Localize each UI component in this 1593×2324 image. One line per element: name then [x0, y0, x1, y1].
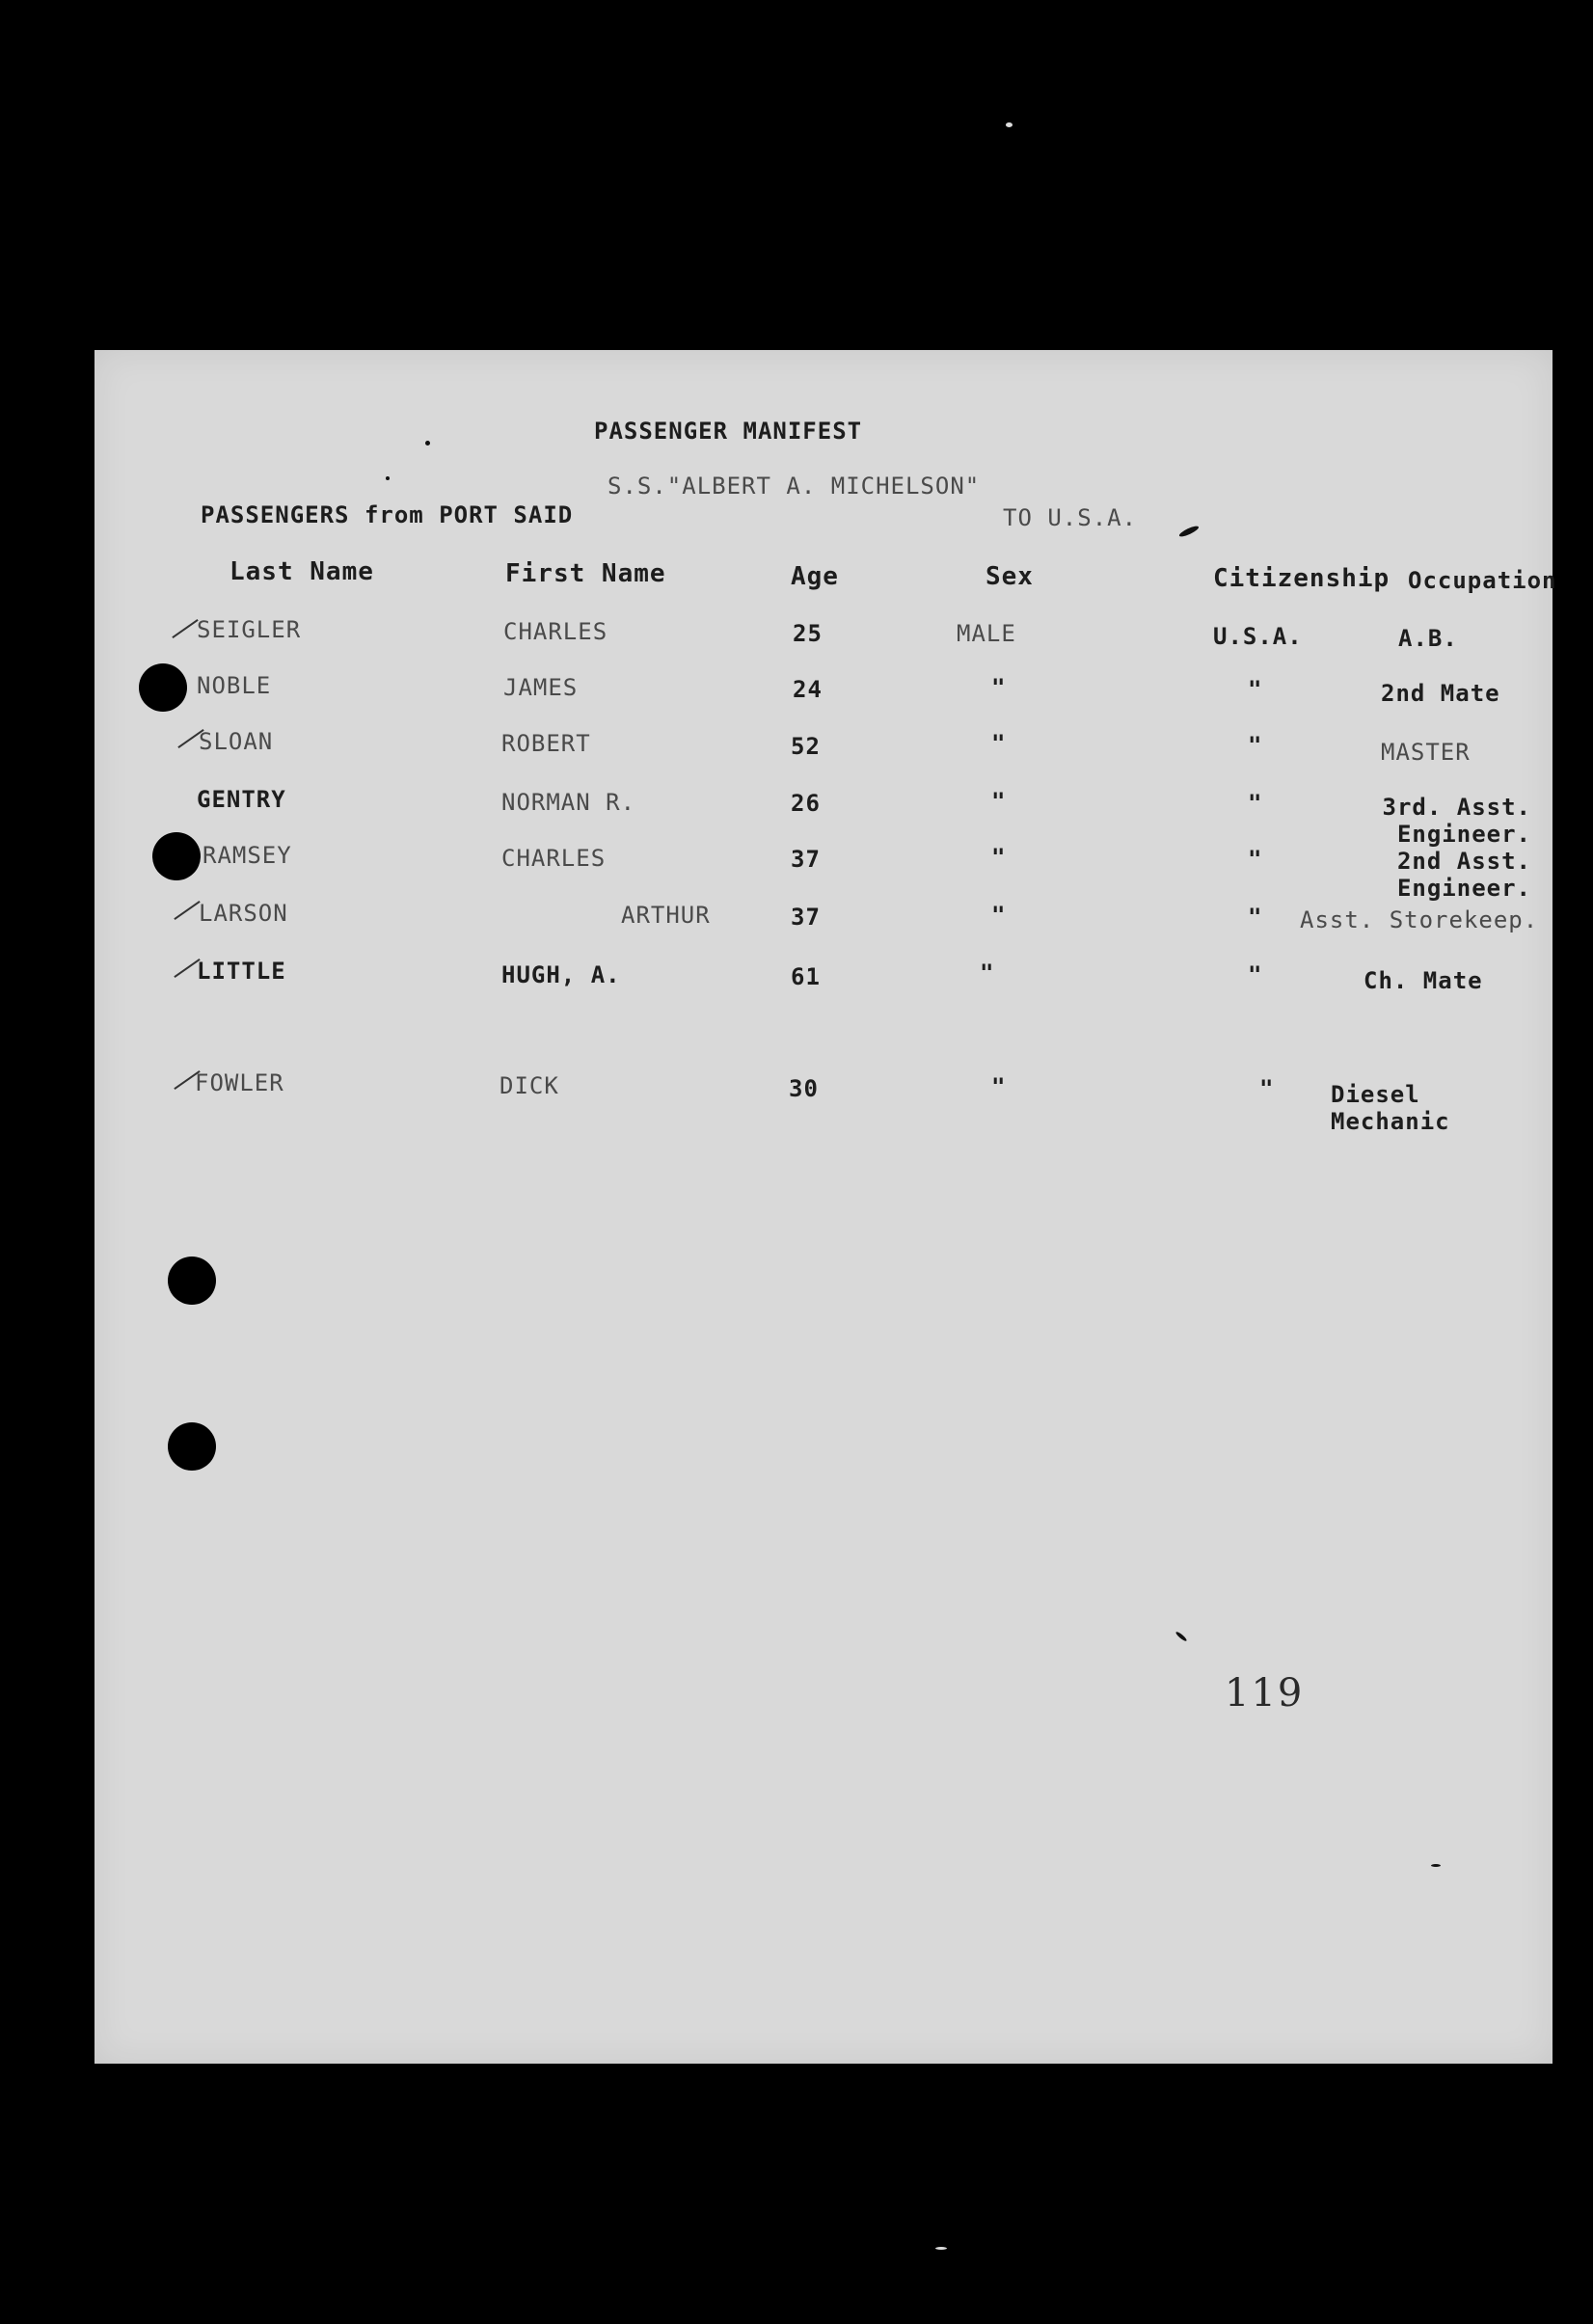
punch-hole — [152, 832, 201, 880]
col-header-sex: Sex — [986, 562, 1034, 591]
check-mark — [174, 901, 200, 920]
row-5-sex: " — [991, 844, 1007, 871]
row-5-citizenship: " — [1248, 846, 1263, 873]
row-5-age: 37 — [791, 846, 821, 873]
row-1-occupation: A.B. — [1398, 625, 1458, 652]
row-2-last-name: NOBLE — [197, 672, 272, 699]
row-3-sex: " — [991, 730, 1007, 757]
ink-mark — [1174, 1631, 1187, 1642]
row-2-age: 24 — [793, 676, 823, 703]
page-title: PASSENGER MANIFEST — [594, 418, 863, 445]
row-6-first-name: ARTHUR — [621, 902, 711, 929]
row-7-sex: " — [980, 959, 995, 986]
manifest-sheet — [94, 350, 1557, 2064]
row-6-sex: " — [991, 902, 1007, 929]
row-8-sex: " — [991, 1073, 1007, 1100]
row-1-age: 25 — [793, 620, 823, 647]
row-3-last-name: SLOAN — [199, 728, 274, 755]
row-6-last-name: LARSON — [199, 900, 288, 927]
row-8-occupation: Diesel Mechanic — [1331, 1081, 1450, 1135]
departure-port: PASSENGERS from PORT SAID — [201, 501, 574, 528]
row-8-first-name: DICK — [500, 1072, 559, 1099]
ink-speck — [425, 441, 430, 446]
ship-name: S.S."ALBERT A. MICHELSON" — [608, 473, 981, 500]
ink-speck — [386, 476, 390, 480]
row-2-occupation: 2nd Mate — [1381, 680, 1500, 707]
row-4-citizenship: " — [1248, 790, 1263, 817]
dust-speck — [935, 2247, 947, 2250]
row-3-occupation: MASTER — [1381, 739, 1471, 766]
row-7-age: 61 — [791, 963, 821, 990]
col-header-last-name: Last Name — [230, 557, 374, 586]
row-3-citizenship: " — [1248, 732, 1263, 759]
check-mark — [172, 619, 198, 638]
row-4-sex: " — [991, 788, 1007, 815]
row-4-last-name: GENTRY — [197, 786, 286, 813]
row-8-citizenship: " — [1259, 1075, 1275, 1102]
col-header-age: Age — [791, 562, 839, 591]
row-7-occupation: Ch. Mate — [1364, 967, 1483, 994]
row-8-age: 30 — [789, 1075, 819, 1102]
row-1-sex: MALE — [957, 620, 1016, 647]
row-8-last-name: FOWLER — [195, 1069, 284, 1096]
row-5-first-name: CHARLES — [501, 845, 607, 872]
row-1-first-name: CHARLES — [503, 618, 608, 645]
page-number: 119 — [1225, 1671, 1305, 1716]
col-header-first-name: First Name — [505, 559, 666, 588]
row-1-citizenship: U.S.A. — [1213, 623, 1303, 650]
row-1-last-name: SEIGLER — [197, 616, 302, 643]
punch-hole — [139, 663, 187, 712]
row-7-first-name: HUGH, A. — [501, 961, 621, 988]
row-6-occupation: Asst. Storekeep. — [1300, 906, 1539, 933]
col-header-citizenship: Citizenship — [1213, 564, 1390, 593]
row-6-age: 37 — [791, 904, 821, 931]
row-4-age: 26 — [791, 790, 821, 817]
row-5-last-name: RAMSEY — [202, 842, 292, 869]
row-6-citizenship: " — [1248, 904, 1263, 931]
punch-hole — [168, 1257, 216, 1305]
row-3-first-name: ROBERT — [501, 730, 591, 757]
ink-mark — [1431, 1864, 1441, 1867]
col-header-occupation: Occupation — [1408, 567, 1557, 594]
row-4-occupation: 3rd. Asst. Engineer. — [1382, 794, 1531, 848]
destination: TO U.S.A. — [1003, 504, 1138, 531]
row-5-occupation: 2nd Asst. Engineer. — [1396, 848, 1531, 902]
row-7-citizenship: " — [1248, 961, 1263, 988]
row-7-last-name: LITTLE — [197, 958, 286, 985]
punch-hole — [168, 1422, 216, 1471]
row-4-first-name: NORMAN R. — [501, 789, 636, 816]
dust-speck — [1006, 122, 1012, 127]
row-2-sex: " — [991, 674, 1007, 701]
ink-mark — [1178, 525, 1200, 539]
row-2-first-name: JAMES — [503, 674, 579, 701]
row-2-citizenship: " — [1248, 676, 1263, 703]
row-3-age: 52 — [791, 733, 821, 760]
